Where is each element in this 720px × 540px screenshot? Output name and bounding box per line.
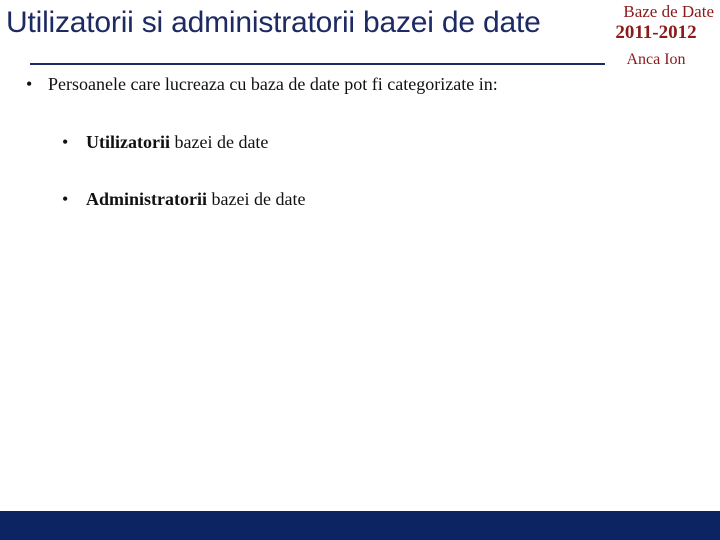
course-name: Baze de Date	[623, 2, 714, 21]
main-bullet	[26, 74, 498, 95]
bullet-dot: •	[62, 189, 69, 209]
sub-bullet-users	[62, 132, 305, 189]
footer-bar	[0, 511, 720, 540]
course-author: Anca Ion	[626, 51, 686, 68]
slide-title: Utilizatorii si administratorii bazei de date	[6, 6, 541, 39]
sub-bullet-list	[62, 132, 305, 246]
sub-bullet-bold: Utilizatorii	[86, 132, 170, 152]
sub-bullet-admins	[62, 189, 305, 246]
sub-bullet-text: bazei de date	[169, 132, 269, 152]
course-info	[596, 2, 716, 70]
bullet-dot: •	[26, 74, 33, 94]
sub-bullet-text: bazei de date	[207, 189, 306, 209]
sub-bullet-bold: Administratorii	[86, 189, 207, 209]
bullet-dot: •	[62, 132, 69, 152]
course-year: 2011-2012	[615, 22, 697, 43]
main-bullet-text: Persoanele care lucreaza cu baza de date pot fi categorizate in:	[48, 74, 498, 94]
title-underline	[30, 63, 605, 65]
